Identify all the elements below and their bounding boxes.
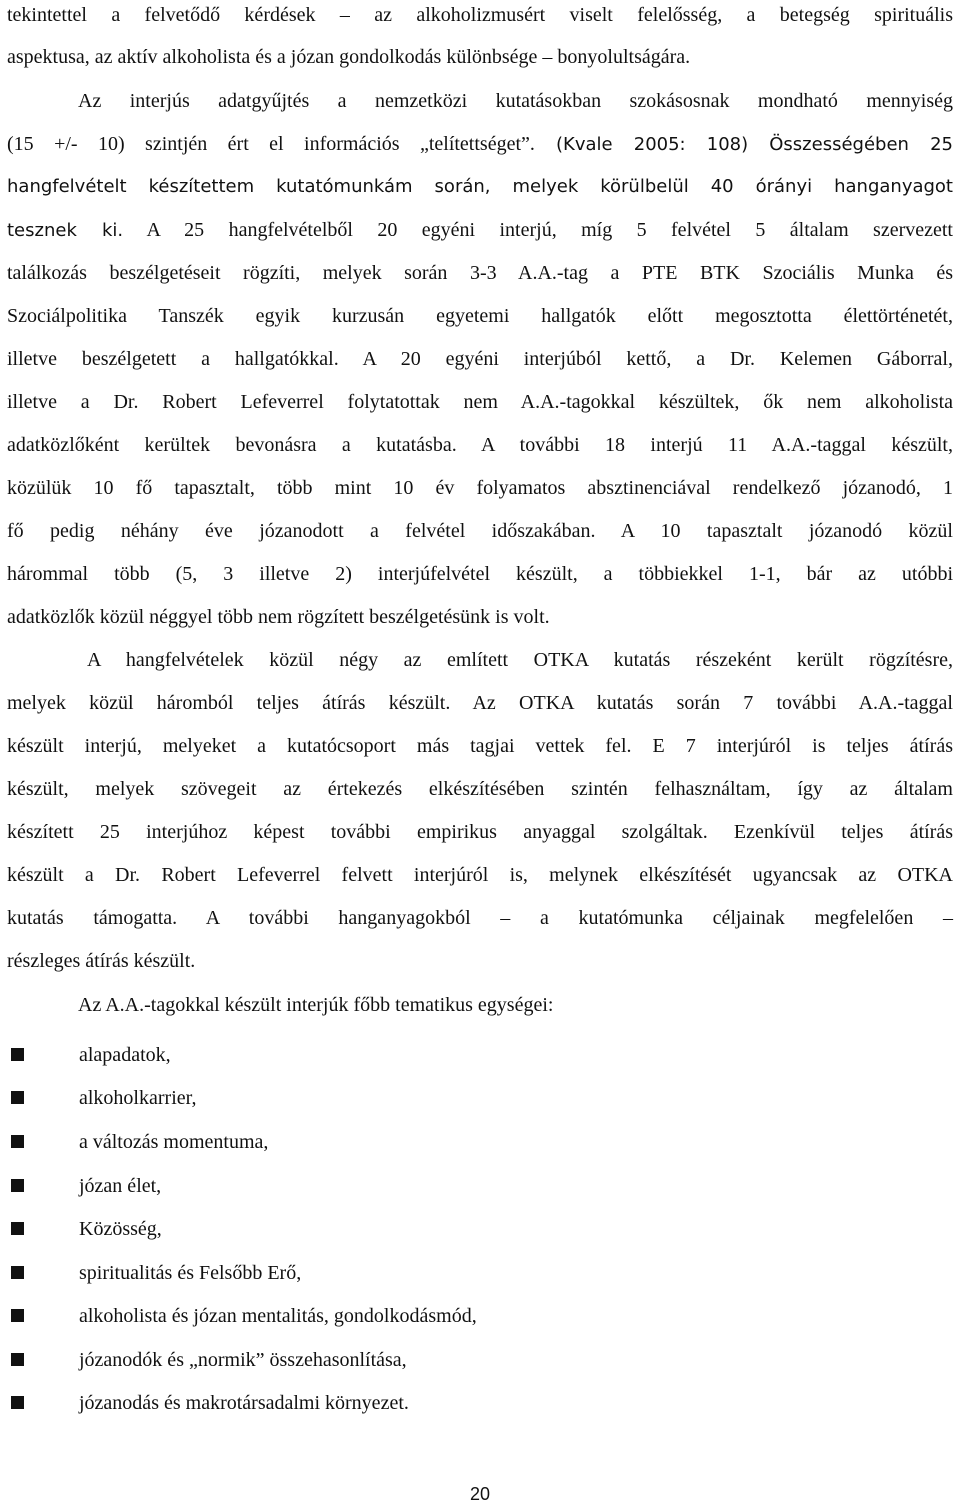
square-bullet-icon — [11, 1091, 24, 1104]
list-item-label: józan élet, — [79, 1175, 162, 1197]
text-line: aspektusa, az aktív alkoholista és a józan gondolkodás különbsége – bonyolultságára. — [7, 46, 691, 68]
text-line: készült, melyek szövegeit az értekezés elkészítésében szintén felhasználtam, így az általam — [7, 778, 953, 800]
text-line: melyek közül háromból teljes átírás készült. Az OTKA kutatás során 7 további A.A.-taggal — [7, 692, 953, 714]
list-item — [7, 1345, 607, 1375]
list-item — [7, 1301, 607, 1331]
text-line: adatközlőként kerültek bevonásra a kutatásba. A további 18 interjú 11 A.A.-taggal készült, — [7, 434, 953, 456]
list-item-label: spiritualitás és Felsőbb Erő, — [79, 1262, 302, 1284]
text-line — [7, 215, 953, 245]
text-span: tesznek ki. — [7, 220, 124, 241]
text-line: részleges átírás készült. — [7, 950, 196, 972]
text-line: hangfelvételt készítettem kutatómunkám során, melyek körülbelül 40 órányi hanganyagot — [7, 176, 953, 197]
text-line: hárommal több (5, 3 illetve 2) interjúfelvétel készült, a többiekkel 1-1, bár az utóbbi — [7, 563, 953, 585]
square-bullet-icon — [11, 1396, 24, 1409]
text-line: készített 25 interjúhoz képest további empirikus anyaggal szolgáltak. Ezenkívül teljes átírás — [7, 821, 953, 843]
list-item-label: alkoholkarrier, — [79, 1087, 197, 1109]
text-span: (Kvale 2005: 108) Összességében 25 — [534, 134, 953, 155]
text-span: A 25 hangfelvételből 20 egyéni interjú, míg 5 felvétel 5 általam szervezett — [123, 219, 953, 241]
list-item — [7, 1083, 607, 1113]
square-bullet-icon — [11, 1048, 24, 1061]
list-intro: Az A.A.-tagokkal készült interjúk főbb tematikus egységei: — [78, 994, 554, 1016]
square-bullet-icon — [11, 1266, 24, 1279]
text-span: (15 +/- 10) szintjén ért el információs „telítettséget”. — [7, 133, 535, 155]
text-line: illetve a Dr. Robert Lefeverrel folytatottak nem A.A.-tagokkal készültek, ők nem alkoholista — [7, 391, 953, 413]
list-item-label: a változás momentuma, — [79, 1131, 269, 1153]
text-line: A hangfelvételek közül négy az említett OTKA kutatás részeként került rögzítésre, — [87, 649, 953, 671]
list-item-label: alapadatok, — [79, 1044, 171, 1066]
text-line: fő pedig néhány éve józanodott a felvétel időszakában. A 10 tapasztalt józanodó közül — [7, 520, 953, 542]
square-bullet-icon — [11, 1222, 24, 1235]
list-item — [7, 1388, 607, 1418]
square-bullet-icon — [11, 1179, 24, 1192]
text-line: Szociálpolitika Tanszék egyik kurzusán egyetemi hallgatók előtt megosztotta élettörténetét, — [7, 305, 953, 327]
text-line: tekintettel a felvetődő kérdések – az alkoholizmusért viselt felelősség, a betegség spirituális — [7, 4, 953, 26]
text-line: készült interjú, melyeket a kutatócsoport más tagjai vettek fel. E 7 interjúról is teljes átírás — [7, 735, 953, 757]
list-item-label: alkoholista és józan mentalitás, gondolkodásmód, — [79, 1305, 477, 1327]
list-item — [7, 1171, 607, 1201]
list-item-label: józanodók és „normik” összehasonlítása, — [79, 1349, 407, 1371]
text-line: Az interjús adatgyűjtés a nemzetközi kutatásokban szokásosnak mondható mennyiség — [78, 90, 953, 112]
list-item-label: józanodás és makrotársadalmi környezet. — [79, 1392, 409, 1414]
square-bullet-icon — [11, 1353, 24, 1366]
text-line: kutatás támogatta. A további hanganyagokból – a kutatómunka céljainak megfelelően – — [7, 907, 953, 929]
page-number: 20 — [469, 1484, 491, 1504]
square-bullet-icon — [11, 1135, 24, 1148]
list-item-label: Közösség, — [79, 1218, 162, 1240]
text-line: készült a Dr. Robert Lefeverrel felvett interjúról is, melynek elkészítését ugyancsak az OTKA — [7, 864, 953, 886]
list-item — [7, 1258, 607, 1288]
square-bullet-icon — [11, 1309, 24, 1322]
list-item — [7, 1214, 607, 1244]
text-line: adatközlők közül néggyel több nem rögzített beszélgetésünk is volt. — [7, 606, 550, 628]
text-line: találkozás beszélgetéseit rögzíti, melyek során 3-3 A.A.-tag a PTE BTK Szociális Munka és — [7, 262, 953, 284]
text-line: közülük 10 fő tapasztalt, több mint 10 év folyamatos absztinenciával rendelkező józanodó, 1 — [7, 477, 953, 499]
text-line: illetve beszélgetett a hallgatókkal. A 20 egyéni interjúból kettő, a Dr. Kelemen Gáborral, — [7, 348, 953, 370]
text-line — [7, 129, 953, 159]
list-item — [7, 1040, 607, 1070]
list-item — [7, 1127, 607, 1157]
